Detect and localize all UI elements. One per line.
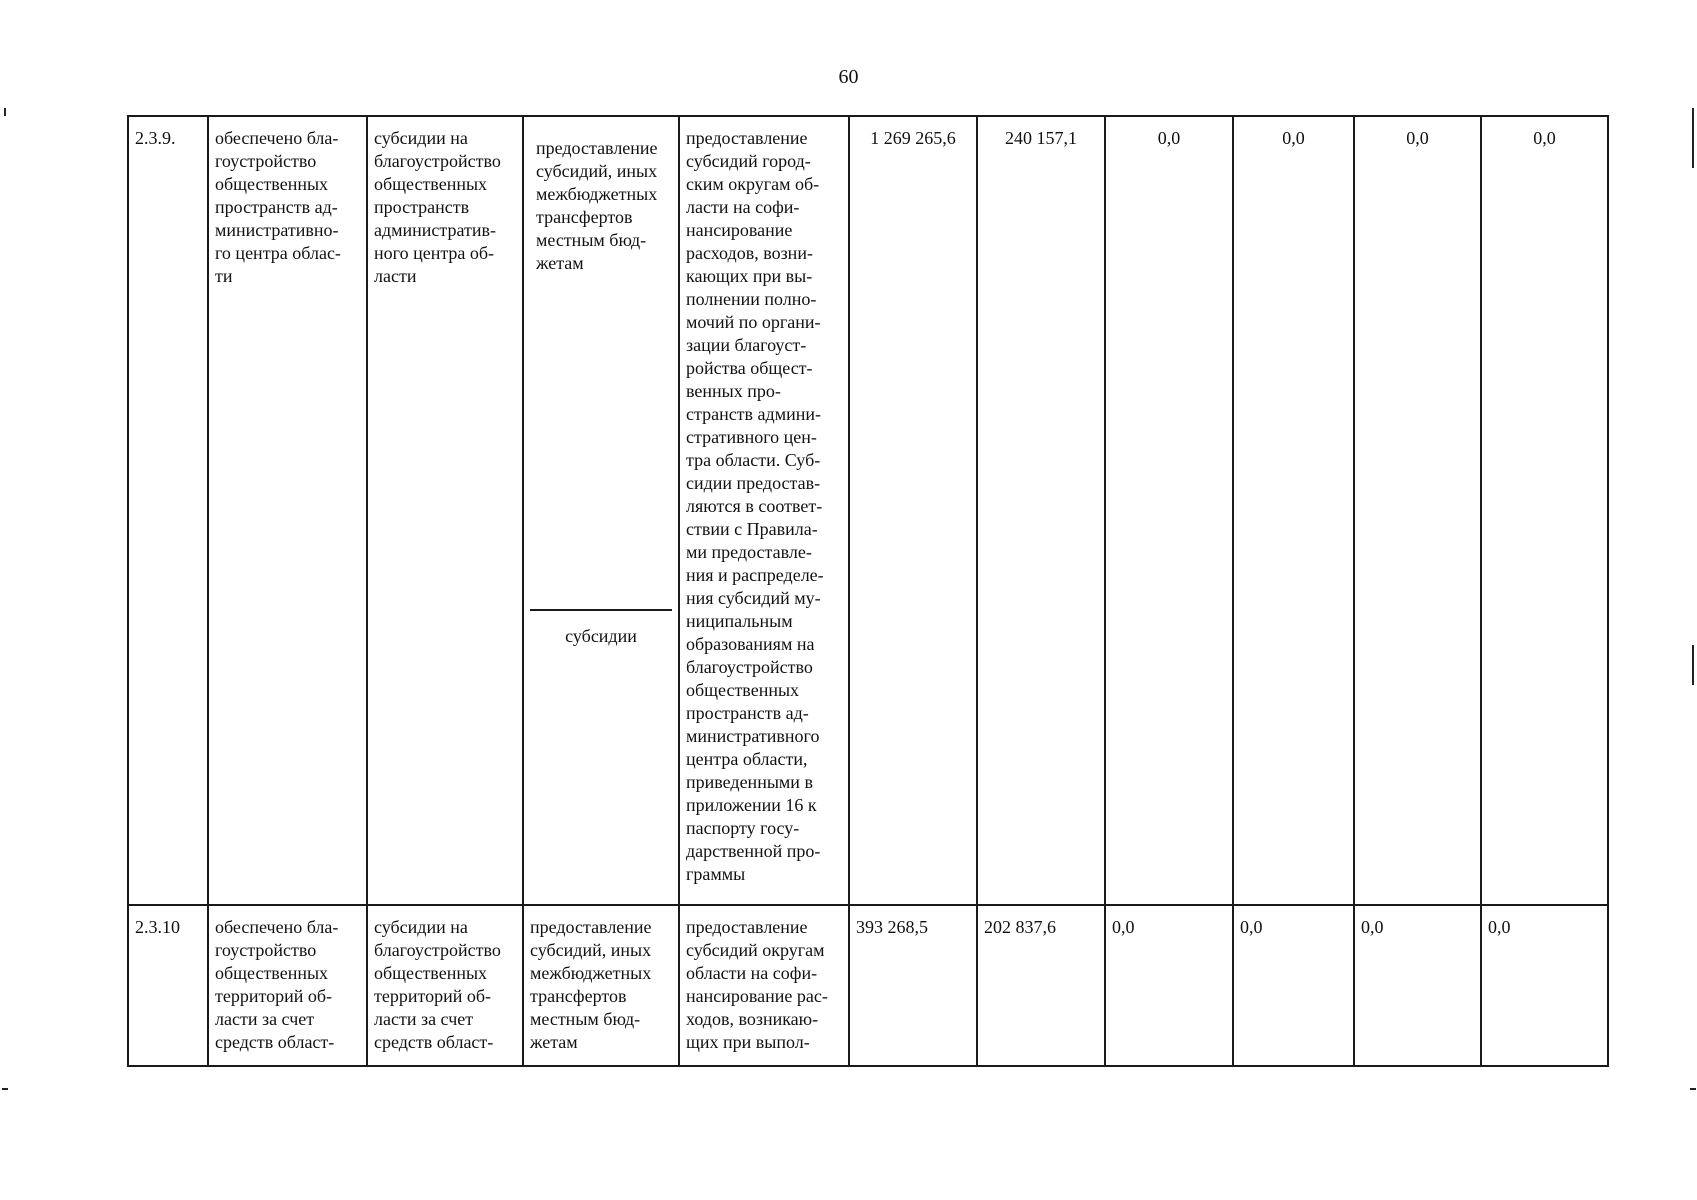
value-cell-5: 0,0 xyxy=(1354,905,1481,1066)
value-cell-1: 1 269 265,6 xyxy=(849,116,977,905)
scan-edge-mark xyxy=(1692,645,1694,685)
value-cell-4: 0,0 xyxy=(1233,905,1354,1066)
result-cell: обеспечено бла- гоустройство общественных территорий об- ласти за счет средств област- xyxy=(208,905,367,1066)
method-text: предоставление субсидий, иных межбюджетных трансфертов местным бюд- жетам xyxy=(530,127,672,611)
value-cell-3: 0,0 xyxy=(1105,905,1233,1066)
row-code-cell: 2.3.10 xyxy=(128,905,208,1066)
value-cell-6: 0,0 xyxy=(1481,905,1608,1066)
result-cell: обеспечено бла- гоустройство общественных пространств ад- министративно- го центра облас- ти xyxy=(208,116,367,905)
scan-edge-mark xyxy=(1692,108,1694,168)
value-cell-5: 0,0 xyxy=(1354,116,1481,905)
value-cell-2: 202 837,6 xyxy=(977,905,1105,1066)
value-cell-3: 0,0 xyxy=(1105,116,1233,905)
value-cell-1: 393 268,5 xyxy=(849,905,977,1066)
row-code-cell: 2.3.9. xyxy=(128,116,208,905)
description-cell: предоставление субсидий город- ским округам об- ласти на софи- нансирование расходов, возни- кающих при вы- полнении полно- мочий по органи- зации благоуст- ройства общест- венных про- странств админи- стративного цен- тра области. Суб- сидии предостав- ляются в соответ- ствии с Правила- ми предоставле- ния и распределе- ния субсидий му- ниципальным образованиям на благоустройство общественных пространств ад- министративного центра области, приведенными в приложении 16 к паспорту госу- дарственной про- граммы xyxy=(679,116,849,905)
budget-table xyxy=(127,115,1609,1067)
table-row xyxy=(128,905,1608,1066)
subsidy-cell: субсидии на благоустройство общественных территорий об- ласти за счет средств област- xyxy=(367,905,523,1066)
scan-edge-mark xyxy=(1690,1088,1696,1090)
method-cell: предоставление субсидий, иных межбюджетных трансфертов местным бюд- жетам xyxy=(523,905,679,1066)
page-number: 60 xyxy=(838,66,859,88)
method-cell xyxy=(523,116,679,905)
value-cell-2: 240 157,1 xyxy=(977,116,1105,905)
description-cell: предоставление субсидий округам области на софи- нансирование рас- ходов, возникаю- щих при выпол- xyxy=(679,905,849,1066)
scan-edge-mark xyxy=(2,1088,8,1090)
table-row xyxy=(128,116,1608,905)
value-cell-4: 0,0 xyxy=(1233,116,1354,905)
subsidy-cell: субсидии на благоустройство общественных пространств административ- ного центра об- ласти xyxy=(367,116,523,905)
value-cell-6: 0,0 xyxy=(1481,116,1608,905)
scan-edge-mark xyxy=(4,108,6,116)
method-sub-text: субсидии xyxy=(565,626,637,646)
